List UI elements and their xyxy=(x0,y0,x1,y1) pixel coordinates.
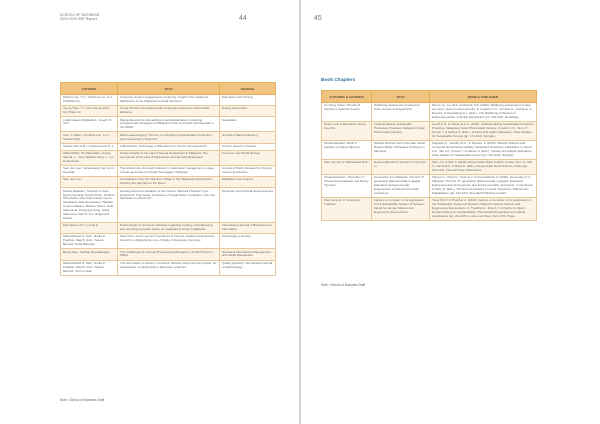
book-publisher-cell: Salgadar S., Gandhy M.S., & Tilpoore, F. (2020). Wasant Workers and Corporate Social Responsibility: Workplace Practices in Mauritius. In Wood L.R., Tan L.P., Grover Y. & Haines S. (Eds.), Industry and Higher Education: Case Studies for Sustainable Futures (pp. 251-220). Springer. xyxy=(430,141,537,160)
authors-cell: Binan Alay¹, Seriban Boyrakbaoglu xyxy=(61,249,118,260)
staff-note: Note: ¹School of Business Staff xyxy=(60,398,105,402)
journal-cell: Journal of International Management and Social Researches xyxy=(220,249,276,260)
authors-cell: Sevika-Itaradan, Manil S. Gandhy¹ & Fatma Tilpoore¹ xyxy=(322,141,372,160)
table-row xyxy=(61,188,276,223)
authors-cell: Ghasselanhinar¹, Khee Boe Y.¹, Vinoda Kumaraderan¹ and Rosiry Tijpoore¹ xyxy=(322,175,372,198)
title-cell: Wasant Workers and Corporate Social Responsibility: Workplace Practices in Mauritius xyxy=(372,141,430,160)
column-header-authors: AUTHOR/S & AUTHORS xyxy=(322,91,372,103)
title-cell: Macro-deleveraging: The Key to Unlocking Unsustainable Production and Consumption Systems? xyxy=(118,132,220,143)
title-cell: The critical role of a local institution in destination management: a case of dual governance in Kuala Terengganu, Malaysia xyxy=(118,166,220,177)
table-row xyxy=(61,117,276,132)
authors-cell: Maheshbrand S. Nair¹, Rudra P. Pradhan, Mak B. Arvin, Sara E. Bennett, Neha Bahmani xyxy=(61,234,118,249)
page-number: 45 xyxy=(314,15,322,22)
authors-cell: Siram Low¹ & Stephanie Chang Kay Am¹ xyxy=(322,122,372,141)
table-row xyxy=(322,175,537,198)
journal-cell: Psychiatry and Clinical Neurosciences xyxy=(220,188,276,223)
page-number: 44 xyxy=(239,15,247,22)
publications-table xyxy=(60,82,276,276)
running-head xyxy=(60,13,99,21)
title-cell: University student engagement in learning: Insights from academic faithfulness in the Malaysian tropical rainforest xyxy=(118,95,220,106)
authors-cell: Patricia Lay, Y.Y.¹, Christina Lee, K.C., Chia/Kah Hu xyxy=(61,95,118,106)
school-name: SCHOOL OF BUSINESS xyxy=(60,13,100,17)
journal-cell: International Journal of Business and Information xyxy=(220,223,276,234)
title-cell: Responsible Rural Tourism in Asia (Vol. 1) xyxy=(372,160,430,175)
authors-cell: Shiaow Van G.M.¹, Andrew Kenis D. J. xyxy=(61,143,118,150)
book-chapters-table xyxy=(321,90,537,221)
table-row xyxy=(61,132,276,143)
title-cell: Constellation Over the Wrennum Wage in the Malaysian Hotel Sector: Spotting the Elephant in the Room xyxy=(118,177,220,188)
journal-cell: Education and Training xyxy=(220,95,276,106)
book-publisher-cell: Sam J.G. & Nair V. (2020). Responsible Rural Tourism in Asia, (Vol. 1). Nair V., Hamzah A. & Musa G. (Eds.), Responsible Rural Tourism in Asia (pp. 106-213). Channel View Publications. xyxy=(430,160,537,175)
authors-cell: Paul Hsiao H.P.¹, Lua W.H. xyxy=(61,223,118,234)
title-cell: Marginalia and the dismantling of deinstitutionalism: Fostering empowerment strategies of Malaysian trans-nu female homosexuals in the 2000s xyxy=(118,117,220,132)
title-cell: A New Chapter in the Law of Sexual Harassment in Malaysia: The emergence of the torts of harassment and Sexual Harassment xyxy=(118,150,220,165)
authors-cell: Au Yieng Chan¹, Phoebe R. Garrett¹ & Gabriela Kovern xyxy=(322,103,372,122)
report-name: 2019-2020 SBF Report xyxy=(60,17,97,22)
book-publisher-cell: Munro, G., Au, W.K. & Mitchell, P.R. (2020). Wellbeing assessment of past and pucs: women entrepreneurs. In Leyantz, K.C., Azurriel, K., Gavriene, J., Royal K. & Kandelberg E.L. (Eds.), The Wellbeing of Women in Entrepreneurship: A Global Perspective (pp. 323-344). Routledge. xyxy=(430,103,537,122)
table-row xyxy=(61,234,276,249)
journal-cell: Quality Quantity: International Journal of Methodology xyxy=(220,260,276,275)
authors-cell: Paul Yeow H. P.¹ & Andrew Thatcher xyxy=(322,198,372,221)
table-row xyxy=(322,122,537,141)
authors-cell: Sum J. Lillian¹, Christina Lee, K.C.¹, Sandeli Flek¹ xyxy=(61,132,118,143)
journal-cell: Common Law World Review xyxy=(220,150,276,165)
title-cell: The Challenges for Female Professional Managers in Turkish Women SMOs xyxy=(118,249,220,260)
journal-cell: Malaysian Law Journal xyxy=(220,177,276,188)
left-page xyxy=(0,0,299,424)
journal-cell: Journal of Macromarketing xyxy=(220,132,276,143)
table-header-row xyxy=(322,91,537,103)
right-page xyxy=(301,0,600,424)
title-cell: Crude Oil Price Uncertainty and Corporate Investment: New Global Evidence xyxy=(118,106,220,117)
book-publisher-cell: Low B.K.H. & Cheah, E.A.S. (2020). Institutionalising Sustainable Production Practices: Malaysia's Solar Photovoltaic Industry. In Hanif, L.N., Tan L.P., Grover Y. & Haines S. (Eds.), Industry and Higher Education: Case Studies for Sustainable Futures (pp. 171-194). Springer. xyxy=(430,122,537,141)
title-cell: Institutionalising Sustainable Production Practices: Malaysia's Solar Photovoltaic Industry xyxy=(372,122,430,141)
table-row xyxy=(61,150,276,165)
table-row xyxy=(61,249,276,260)
table-row xyxy=(61,260,276,275)
table-row xyxy=(61,106,276,117)
title-cell: Is Blockchain Technology a Watershed for Tourism Development? xyxy=(118,143,220,150)
column-header-journal: JOURNAL xyxy=(220,83,276,95)
book-publisher-cell: Yeow P.H.P. & Thatcher A. (2019). Factors to Consider in the Application of the Sustainable System-of-Systems Model for Human Factors and Ergonomics Interventions. In Thatcher A., Zink K.J. & Fischer K. (Eds.), Human Factors for Sustainability: Theoretical Perspectives and Global Applications (pp. 211-225). London and New York: CRC Press. xyxy=(430,198,537,221)
authors-cell: Maheshbrand S. Nair¹, Rudra P. Pradhan, Mak B. Arvin, Sara E. Bennett, John H. Hall xyxy=(61,260,118,275)
table-row xyxy=(322,103,537,122)
column-header-authors: AUTHORS xyxy=(61,83,118,95)
table-row xyxy=(61,166,276,177)
table-row xyxy=(61,223,276,234)
section-title: Book Chapters xyxy=(321,78,356,83)
title-cell: Factors to Consider in the Application of the Sustainable System of Systems Model for Human Factors and Ergonomics Interventions xyxy=(372,198,430,221)
table-row xyxy=(322,141,537,160)
authors-cell: Sam Joo Lee¹, Vaneswaran Nai, Armin Hamzah¹ xyxy=(61,166,118,177)
title-cell: Short-Term and Long-Term Dynamics of Venture Capital and Economic Growth in a Digital Economy: A Study of European Countries xyxy=(118,234,220,249)
authors-cell: Abdel Malik¹, Sri Rajamalai¹, Audrey Siambi, L., Jane Tidahine Sing, L., Lor Duniuomoh¹ xyxy=(61,150,118,165)
column-header-book-publisher: BOOK & PUBLISHER xyxy=(430,91,537,103)
journal-cell: Current Issues in Tourism xyxy=(220,143,276,150)
authors-cell: Yeong Thao, T.¹, Chin Hoong, B.P.¹, Ooi Thiam Hi xyxy=(61,106,118,117)
title-cell: Determinants of consumer behavior regarding trusting, recordkeeping, and recycling computer waste: An explanatory study in Malaysia xyxy=(118,223,220,234)
authors-cell: Mostai Waikeler¹, Tacubeu A. Kato, Ryoko Kamada, Hiroshi Kubo, Norihiro Shinohawa, Miyo Kato Kawai, Kenro Hayakawa, Rebuka Kuwano, Wakako Umeno-Nakano, Masaru Tateno, Seiki Sakuyama, Dongmyei Kang, Shinji Sakamoto, Alan R. Teo, Shigenobu Kanba xyxy=(61,188,118,223)
title-cell: Wellbeing assessment of past and pucs: women and legal work xyxy=(372,103,430,122)
table-header-row xyxy=(61,83,276,95)
title-cell: Development and validation of the 20-item Tasmani's Modern Type Depression Trait Scale: Avoidance of Social Roles, Complaint, and Low Self-Esteem (TACS-22) xyxy=(118,188,220,223)
journal-cell: Sexualities xyxy=(220,117,276,132)
journal-cell: Journal of Policy Research in Tourism, Leisure and Events xyxy=(220,166,276,177)
authors-cell: Sam Joo lee¹ & Marissawati Nair¹ xyxy=(322,160,372,175)
table-row xyxy=(61,177,276,188)
journal-cell: Technology in Society xyxy=(220,234,276,249)
authors-cell: Sam Joo Lee¹ xyxy=(61,177,118,188)
title-cell: Generation Z in Malaysia: The first "Z" generation (Electronically engaged, Educated, Entrepreneurial, Empowered, and Environmentally conscious) xyxy=(372,175,430,198)
table-row xyxy=(322,160,537,175)
staff-note: Note: ¹School of Business Staff xyxy=(321,283,366,287)
table-row xyxy=(322,198,537,221)
journal-cell: Energy Economics xyxy=(220,106,276,117)
table-row xyxy=(61,143,276,150)
table-row xyxy=(61,95,276,106)
column-header-title: TITLE xyxy=(118,83,220,95)
title-cell: The information revolution, innovation diffusion and economic growth: an examination of causal links in European countries xyxy=(118,260,220,275)
authors-cell: I Hadi Haswin Bahtiadini¹, Joseph N. Goh xyxy=(61,117,118,132)
book-publisher-cell: Tijpoore F., Khan G., Koen E.Y. & Kumaraderan V. (2020). Generation Z in Malaysia: The first "Z" generation (Electronically engaged, Educated, Entrepreneurial, Empowered, and Environmentally conscious). In Gentina E. & Parry E. (Eds.), The New Generation Z in Asia: Dynamics, Differences, Digitalisation (pp. 149-163). Emerald Publishing Limited. xyxy=(430,175,537,198)
column-header-title: TITLE xyxy=(372,91,430,103)
